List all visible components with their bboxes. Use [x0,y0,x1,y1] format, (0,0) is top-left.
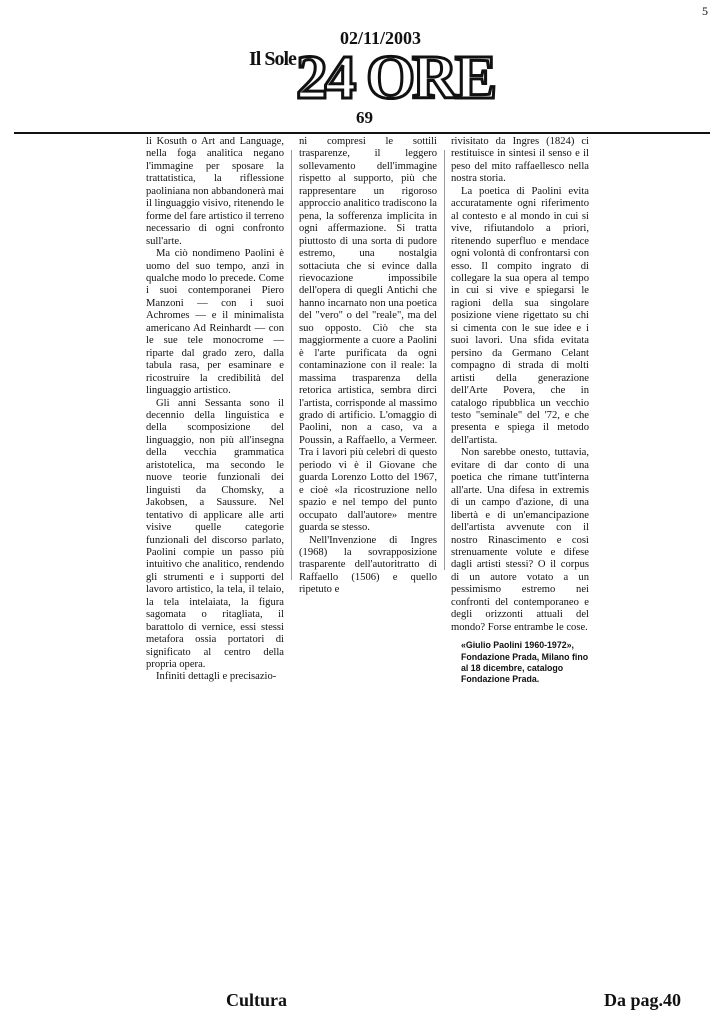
paragraph: La poetica di Paolini evita accuratamente ogni riferimento al contesto e al mondo in cui si vive, rifiutandolo a priori, ritenendo superfluo e mendace ogni volontà di confrontarsi con esso. Il compito ingrato di collegare la sua opera al tempo in cui si vive e spiegarsi le ragioni della sua singolare posizione viene rigettato su chi si cimenta con le sue idee e i suoi lavori. Una sfida evitata persino da Germano Celant compagno di strada di molti artisti della generazione dell'Arte Povera, che in catalogo ripubblica un vecchio testo "seminale" del '72, e che presenta e spiega il metodo dell'artista. [451,185,589,446]
paragraph: Infiniti dettagli e precisazio- [156,671,277,683]
paragraph: rivisitato da Ingres (1824) ci restituisce in sintesi il senso e il peso del mito raffaellesco nella nostra storia. [451,136,589,185]
column-divider [291,150,292,580]
article-column-2 [299,136,437,597]
newspaper-logo [296,40,496,104]
publication-date: 02/11/2003 [340,28,422,48]
newspaper-name-prefix: Il Sole [249,48,296,70]
article-column-1 [146,136,284,684]
article-column-3 [451,136,589,686]
paragraph: Ma ciò nondimeno Paolini è uomo del suo tempo, anzi in qualche modo lo precede. Come i suoi contemporanei Piero Manzoni — con i suoi Achromes — e il minimalista americano Ad Reinhardt — con le sue tele monocrome — riparte dal grado zero, dalla tabula rasa, per esaminare e ricostruire la credibilità del linguaggio artistico. [146,248,284,397]
paragraph: Non sarebbe onesto, tuttavia, evitare di dar conto di una poetica che rimane tutt'interna all'arte. Una difesa in extremis di un campo d'azione, di una libertà e di un'emancipazione dell'artista avvenute con il nostro Rinascimento e così strenuamente volute e difese dagli artisti stessi? O il corpus di un autore votato a un pessimismo estremo nei confronti del contemporaneo e degli orizzonti attuali del mondo? Forse entrambe le cose. [451,447,589,633]
continuation-label: Da pag.40 [604,990,682,1010]
paragraph: ni compresi le sottili trasparenze, il leggero sollevamento dell'immagine rispetto al supporto, più che rappresentare un rigoroso approccio analitico tradiscono la pena, la sofferenza implicita in ogni affermazione. Si tratta piuttosto di una sorta di pudore estremo, una nostalgia sottaciuta che si evince dalla rievocazione impossibile dell'opera di quegli Antichi che hanno incarnato non una poetica del "vero" o del "reale", ma del suo opposto. Ciò che sta maggiormente a cuore a Paolini è l'arte purificata da ogni contaminazione con il reale: la massima trasparenza della retorica artistica, sembra dirci l'artista, corrisponde al massimo grado di artificio. L'omaggio di Paolini, non a caso, va a Poussin, a Raffaello, a Vermeer. Tra i lavori più celebri di questo periodo vi è il Giovane che guarda Lorenzo Lotto del 1967, e cioè «la ricostruzione nello spazio e nel tempo del punto occupato dall'autore» mentre guarda se stesso. [299,136,437,534]
paragraph: Nell'Invenzione di Ingres (1968) la sovrapposizione trasparente dell'autoritratto di Raffaello (1506) e quello ripetuto e [299,534,437,596]
section-label: Cultura [226,990,288,1010]
newspaper-logo-text: 24 ORE [296,44,495,104]
column-divider [444,150,445,570]
exhibition-info: «Giulio Paolini 1960-1972», Fondazione Prada, Milano fino al 18 dicembre, catalogo Fondazione Prada. [461,640,589,685]
header-rule [14,132,710,134]
paragraph: Gli anni Sessanta sono il decennio della linguistica e della scomposizione del linguaggio, non più all'insegna della vecchia grammatica aristotelica, ma secondo le nuove teorie funzionali dei linguisti da Chomsky, a Jakobsen, a Saussure. Nel tentativo di applicare alle arti visive quelle categorie funzionali del discorso parlato, Paolini compie un passo più intuitivo che analitico, rendendo gli strumenti e i supporti del lavoro artistico, la tela, il telaio, la tela intelaiata, la figura sagomata o ritagliata, il barattolo di vernice, essi stessi metafora ossia portatori di significato al centro della propria opera. [146,397,284,671]
paragraph: li Kosuth o Art and Language, nella foga analitica negano l'immagine per sposare la trattatistica, la riflessione paoliniana non abbandonerà mai il linguaggio visivo, ritenendo le forme del fare artistico il terreno necessario di ogni confronto sull'arte. [146,136,284,247]
issue-page-number: 69 [356,108,373,127]
page-number: 5 [702,4,708,18]
